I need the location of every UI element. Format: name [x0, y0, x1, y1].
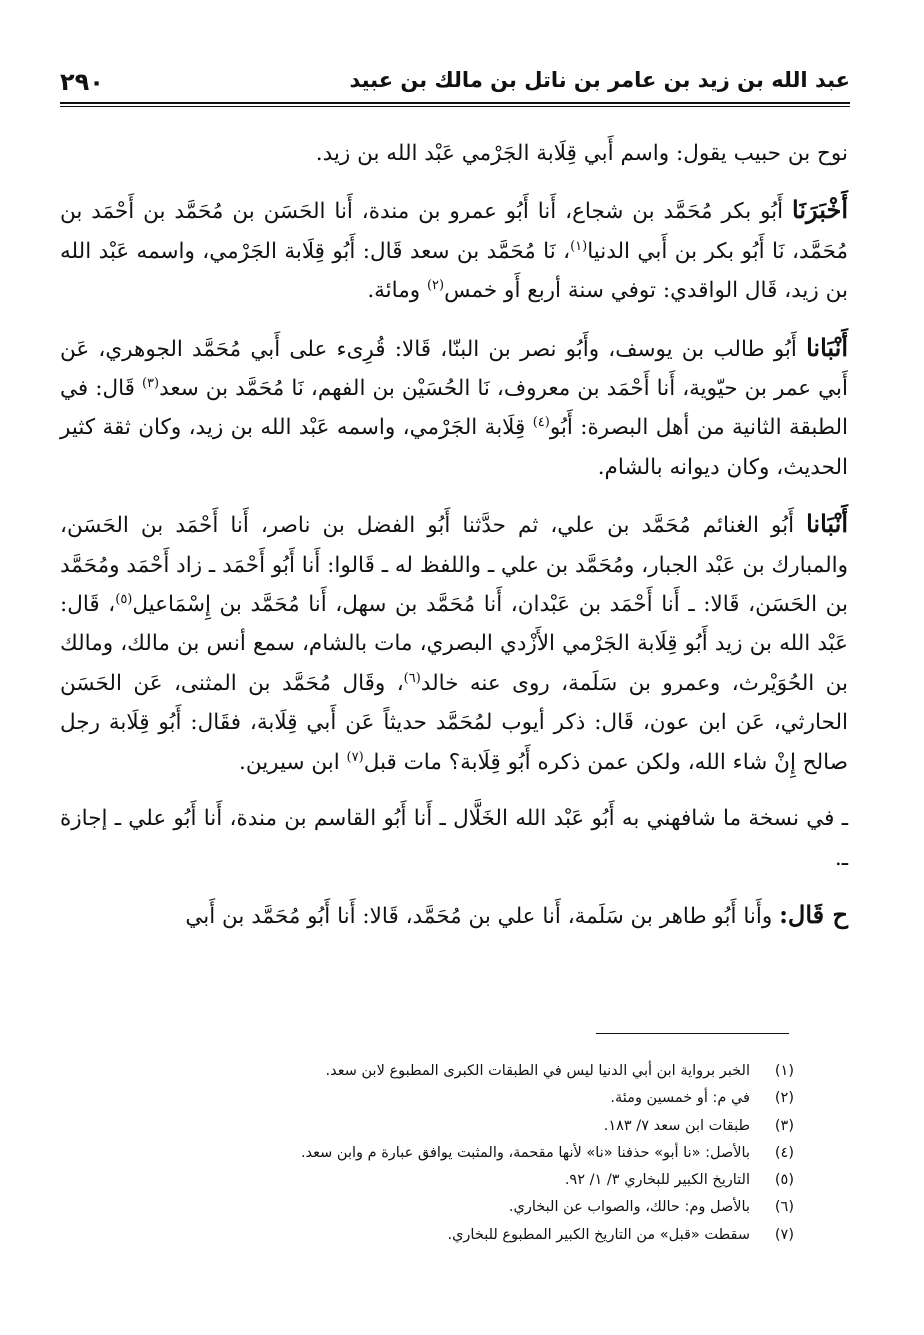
paragraph [60, 504, 848, 782]
footnote-text: بالأصل وم: حالك، والصواب عن البخاري. [508, 1199, 750, 1216]
footnote-ref: (٣) [141, 375, 160, 391]
paragraph-text: ومائة. [367, 278, 427, 304]
paragraph-text: أَبُو الغنائم مُحَمَّد بن علي، ثم حدَّثنا أَبُو الفضل بن ناصر، أَنا أَحْمَد بن الحَسَن، والمبارك بن عَبْد الجبار، ومُحَمَّد بن علي ـ واللفظ له ـ قَالوا: أَنا أَبُو أَحْمَد ـ زاد أَحْمَد ومُحَمَّد بن الحَسَن، قَالا: ـ أَنا أَحْمَد بن عَبْدان، أَنا مُحَمَّد بن سهل، أَنا مُحَمَّد بن إِسْمَاعيل [60, 513, 848, 618]
footnote-ref: (٦) [403, 670, 421, 686]
paragraph-text: وأَنا أَبُو طاهر بن سَلَمة، أَنا علي بن مُحَمَّد، قَالا: أَنا أَبُو مُحَمَّد بن أَبي [185, 903, 780, 929]
footnote-text: سقطت «قبل» من التاريخ الكبير المطبوع للبخاري. [447, 1226, 750, 1243]
footnote-number: (٤) [774, 1144, 794, 1161]
paragraph-text: أَبُو بكر مُحَمَّد بن شجاع، أَنا أَبُو عمرو بن مندة، أَنا الحَسَن بن مُحَمَّد بن أَحْمَد بن مُحَمَّد، نَا أَبُو بكر بن أَبي الدنيا [60, 199, 848, 264]
page-number: ٢٩٠ [60, 68, 104, 96]
footnote-number: (٦) [774, 1199, 794, 1216]
footnote-text: التاريخ الكبير للبخاري ٣/ ١/ ٩٢. [564, 1172, 750, 1189]
footnote-text: طبقات ابن سعد ٧/ ١٨٣. [603, 1117, 750, 1134]
running-header [60, 62, 850, 102]
main-text [60, 134, 848, 936]
footnote-number: (٧) [774, 1226, 794, 1243]
paragraph-text: قِلَابة الجَرْمي، واسمه عَبْد الله بن زيد، وكان ثقة كثير الحديث، وكان ديوانه بالشام. [60, 415, 848, 480]
paragraph-text: ، وقَال مُحَمَّد بن المثنى، عَن الحَسَن الحارثي، عَن ابن عون، قَال: ذكر أيوب لمُحَمَّد حديثاً عَن أَبي قِلَابة، فقَال: أَبُو قِلَابة رجل صالح إِنْ شاء الله، ولكن عمن ذكره أَبُو قِلَابة؟ مات قبل [60, 670, 848, 775]
footnote-ref: (٤) [532, 415, 550, 431]
paragraph-text: ابن سيرين. [239, 749, 347, 775]
paragraph-lead-word: أَخْبَرَنَا [792, 195, 848, 225]
footnote-text: بالأصل: «نا أبو» حذفنا «نا» لأنها مقحمة، والمثبت يوافق عبارة م وابن سعد. [300, 1144, 750, 1161]
paragraph-lead-word: ح قَال: [779, 899, 848, 929]
footnote-text: الخبر برواية ابن أبي الدنيا ليس في الطبقات الكبرى المطبوع لابن سعد. [325, 1063, 750, 1079]
header-title: عبد الله بن زيد بن عامر بن ناتل بن مالك بن عبيد [349, 68, 850, 92]
footnote-ref: (٧) [346, 749, 364, 765]
footnote-number: (٣) [774, 1117, 794, 1134]
footnote-number: (٥) [774, 1172, 794, 1189]
paragraph-text: أَبُو طالب بن يوسف، وأَبُو نصر بن البنّا، قَالا: قُرِىء على أَبي مُحَمَّد الجوهري، عَن أَبي عمر بن حيّوية، أَنا أَحْمَد بن معروف، نَا الحُسَيْن بن الفهم، نَا مُحَمَّد بن سعد [60, 336, 848, 402]
paragraph [60, 190, 848, 310]
paragraph [60, 328, 848, 488]
paragraph-text: نوح بن حبيب يقول: واسم أَبي قِلَابة الجَرْمي عَبْد الله بن زيد. [315, 141, 848, 166]
paragraph-text: قَال: في الطبقة الثانية من أهل البصرة: أَبُو [60, 376, 848, 441]
footnote-number: (١) [774, 1063, 794, 1079]
paragraph [60, 134, 848, 173]
header-rule-thin [60, 106, 850, 107]
footnote [220, 1058, 794, 1085]
footnote-text: في م: أو خمسين ومئة. [610, 1090, 750, 1107]
paragraph-lead-word: أَنْبَانا [806, 332, 848, 362]
footnote [220, 1194, 794, 1221]
footnote [220, 1140, 794, 1167]
header-rule [60, 102, 850, 104]
footnote [220, 1113, 794, 1140]
footnote-ref: (٥) [115, 591, 133, 607]
paragraph-text: ، قَال: عَبْد الله بن زيد أَبُو قِلَابة الجَرْمي الأَزْدي البصري، مات بالشام، سمع أنس بن مالك، ومالك بن الحُوَيْرث، وعمرو بن سَلَمة، روى عنه خالد [60, 592, 848, 696]
paragraph [60, 799, 848, 878]
footnotes [220, 1058, 794, 1249]
paragraph-text: ـ في نسخة ما شافهني به أَبُو عَبْد الله الخَلَّال ـ أَنا أَبُو القاسم بن مندة، أَنا أَبُو علي ـ إجازة ـ. [60, 806, 848, 871]
paragraph [60, 895, 848, 936]
footnote [220, 1167, 794, 1194]
footnote [220, 1222, 794, 1249]
footnote [220, 1085, 794, 1112]
footnote-number: (٢) [774, 1090, 794, 1107]
paragraph-lead-word: أَنْبَانا [806, 509, 848, 539]
footnote-separator [596, 1033, 789, 1034]
paragraph-text: ، نَا مُحَمَّد بن سعد قَال: أَبُو قِلَابة الجَرْمي، واسمه عَبْد الله بن زيد، قَال الواقدي: توفي سنة أربع أَو خمس [60, 238, 848, 304]
footnote-ref: (١) [570, 238, 588, 254]
footnote-ref: (٢) [426, 278, 445, 294]
